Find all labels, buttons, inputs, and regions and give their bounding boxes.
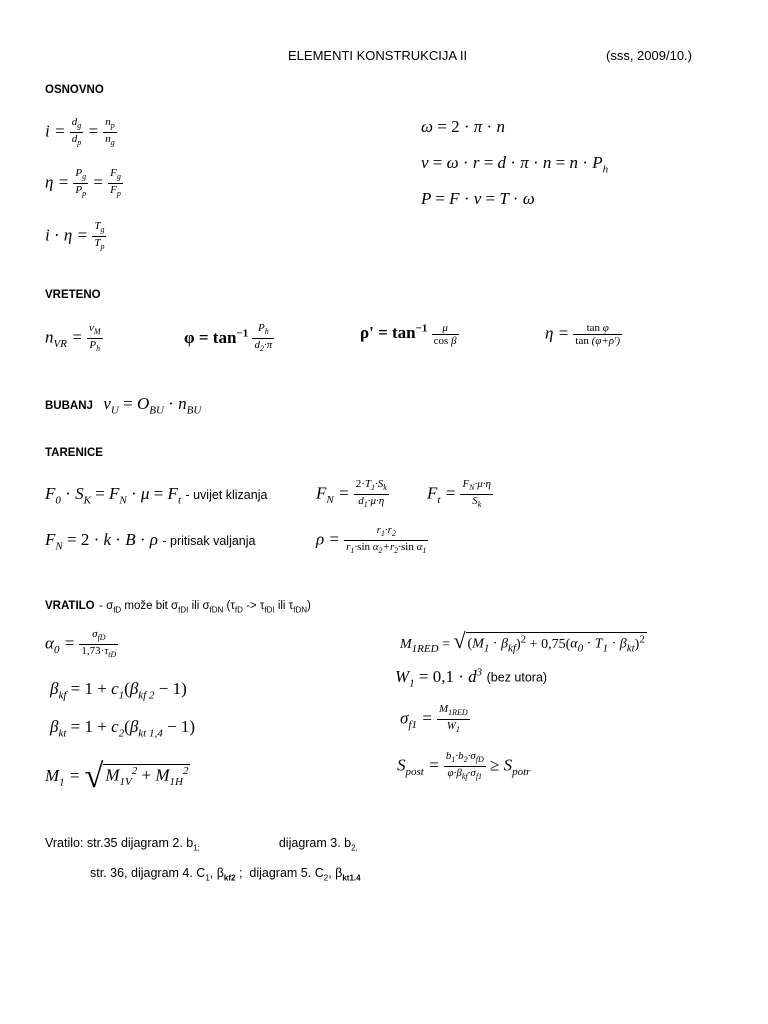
formula-friction-condition: $F_0 \cdot S_K = F_N \cdot \mu = F_t$ — [45, 484, 181, 507]
vratilo-description: - $\sigma_{fD}$ može bit $\sigma_{fDI}$ ili $\sigma_{fDN}$ ($\tau_{fD} -> \tau_{fDI}$ ili $\tau_{fDN}$) — [99, 600, 311, 615]
tarenice-row-2 — [45, 530, 255, 552]
footer-line-1: Vratilo: str.35 dijagram 2. $b_{1;}$ dijagram 3. $b_{2,}$ — [45, 836, 358, 853]
formula-m1: $M_1$ = √ $M_{1V}^2 + M_{1H}^2$ — [45, 758, 189, 795]
formula-n-vr: $n_{VR}$ = $\frac{v_M}{P_h}$ — [45, 322, 101, 354]
note-bez-utora: (bez utora) — [486, 670, 548, 685]
formula-alpha-0: $\alpha_0$ = $\frac{\sigma_{fD}}{1,73\cdot\tau_{tD}}$ — [45, 628, 117, 660]
formula-m1-red: $M_{1RED}$ = √ $(M_1 \cdot \beta_{kf})^2 + 0,75(\alpha_0 \cdot T_1 \cdot \beta_{kt})^2$ — [400, 628, 645, 655]
formula-phi: $\varphi = \tan^{-1}$ $\frac{P_h}{d_2\cdot\pi}$ — [184, 322, 273, 354]
formula-beta-kf: $\beta_{kf} = 1 + c_1(\beta_{kf 2} - 1)$ — [50, 679, 187, 702]
tarenice-row-1 — [45, 484, 267, 506]
section-tarenice: TARENICE — [45, 447, 103, 459]
document-meta: (sss, 2009/10.) — [606, 48, 692, 63]
formula-fn-rolling: $F_N = 2 \cdot k \cdot B \cdot \rho$ — [45, 530, 158, 553]
section-vreteno: VRETENO — [45, 289, 101, 301]
formula-rho-prime: $\rho' = \tan^{-1}$ $\frac{\mu}{\text{cos β}}$ — [360, 322, 457, 347]
section-bubanj: BUBANJ — [45, 400, 93, 412]
formula-power: P = F · v = T · ω — [421, 189, 535, 208]
note-klizanje: - uvijet klizanja — [185, 488, 268, 502]
formula-i-ratio: i = $\frac{d_g}{d_p}$ = $\frac{n_p}{n_g}$ — [45, 116, 115, 148]
formula-omega: ω = 2 · π · n — [421, 117, 505, 136]
formula-s-post: $S_{post}$ = $\frac{b_1\cdot b_2\cdot\sigma_{fD}}{\varphi\cdot\beta_{kf}\cdot\sigma_{f1}}$ ≥ $S_{potr}$ — [397, 750, 531, 782]
document-title: ELEMENTI KONSTRUKCIJA II — [288, 48, 468, 63]
formula-eta-spindle: η = $\frac{\text{tan φ}}{\tan (\varphi+\rho')}$ — [545, 322, 621, 347]
footer-line-2: str. 36, dijagram 4. $C_1$, $\beta_{kf2}$ ; dijagram 5. $C_2$, $\beta_{kt1.4}$ — [90, 866, 361, 883]
section-osnovno: OSNOVNO — [45, 84, 104, 96]
vratilo-heading-row — [45, 596, 311, 614]
formula-eta-power: η = $\frac{P_g}{P_p}$ = $\frac{F_g}{F_p}$ — [45, 167, 121, 199]
section-vratilo: VRATILO — [45, 600, 95, 612]
formula-rho-rolling: ρ = $\frac{r_1\cdot r_2}{r_1\cdot\sin \alpha_2+r_2\cdot\sin \alpha_1}$ — [316, 524, 427, 556]
formula-velocity: $v = \omega \cdot r = d \cdot \pi \cdot n = n \cdot P_h$ — [421, 153, 609, 176]
bubanj-row — [45, 394, 201, 416]
formula-fn-friction: $F_N$ = $\frac{2\cdot T_1\cdot S_k}{d_1\cdot\mu\cdot\eta}$ — [316, 478, 387, 510]
w1-row — [395, 666, 547, 689]
formula-v-u: $v_U = O_{BU} \cdot n_{BU}$ — [103, 394, 202, 417]
formula-ft: $F_t$ = $\frac{F_N\cdot\mu\cdot\eta}{S_k}$ — [427, 478, 491, 510]
note-valjanja: - pritisak valjanja — [162, 534, 256, 548]
formula-beta-kt: $\beta_{kt} = 1 + c_2(\beta_{kt 1,4} - 1)$ — [50, 717, 195, 740]
formula-i-eta-torque: i · η = $\frac{T_g}{T_p}$ — [45, 220, 105, 252]
formula-sigma-f1: $\sigma_{f1}$ = $\frac{M_{1RED}}{W_1}$ — [400, 703, 468, 735]
formula-w1: $W_1 = 0,1 \cdot d^3$ — [395, 666, 483, 690]
